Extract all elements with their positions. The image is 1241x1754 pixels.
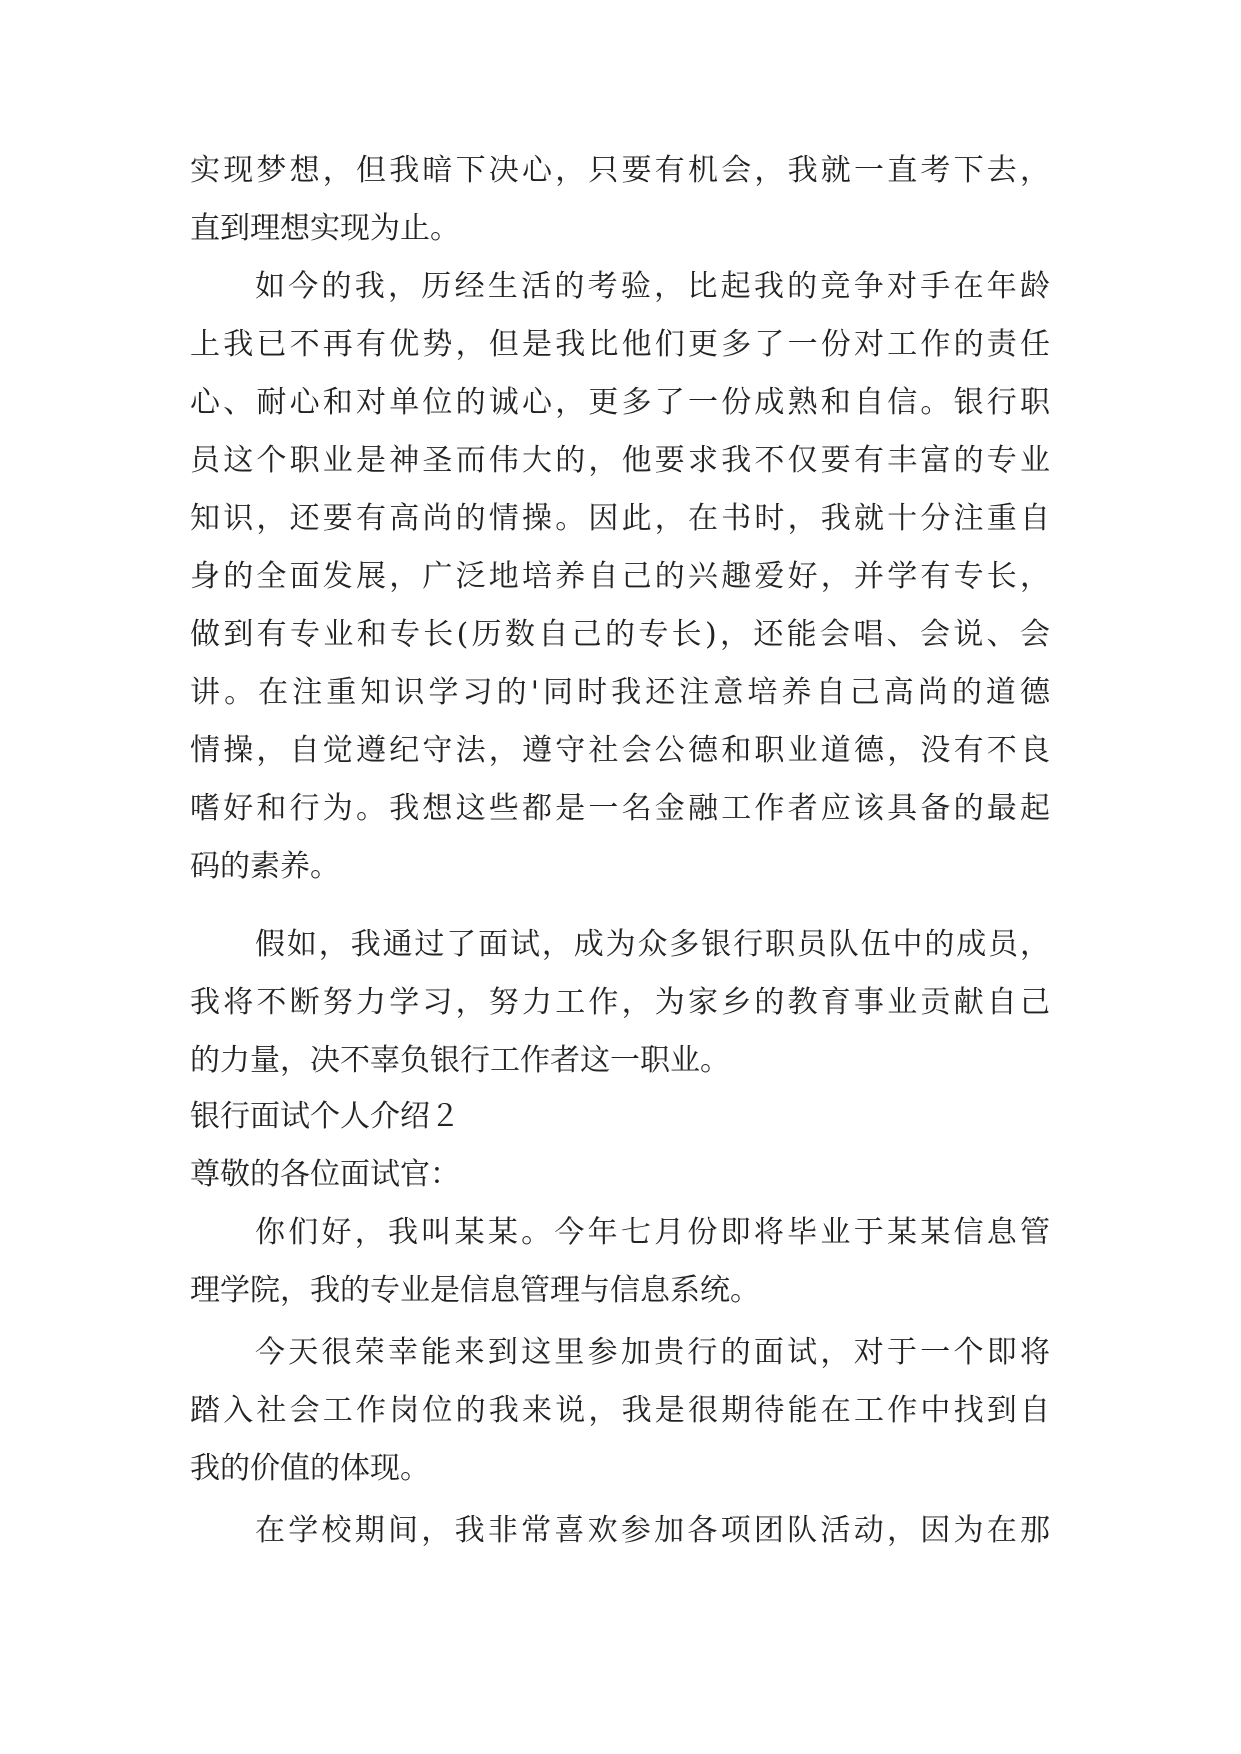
text-line: 理学院，我的专业是信息管理与信息系统。	[190, 1273, 760, 1308]
text-line: 码的素养。	[190, 849, 340, 884]
paragraph-first-line: 如今的我，历经生活的考验，比起我的竞争对手在年龄	[255, 269, 1050, 304]
text-line: 上我已不再有优势，但是我比他们更多了一份对工作的责任	[190, 327, 1050, 362]
text-line: 的力量，决不辜负银行工作者这一职业。	[190, 1043, 730, 1078]
paragraph-first-line: 你们好，我叫某某。今年七月份即将毕业于某某信息管	[255, 1215, 1050, 1250]
text-line: 员这个职业是神圣而伟大的，他要求我不仅要有丰富的专业	[190, 443, 1050, 478]
text-line: 做到有专业和专长(历数自己的专长)，还能会唱、会说、会	[190, 617, 1050, 652]
paragraph-first-line: 假如，我通过了面试，成为众多银行职员队伍中的成员，	[255, 927, 1050, 962]
paragraph-first-line: 在学校期间，我非常喜欢参加各项团队活动，因为在那	[255, 1513, 1050, 1548]
text-line: 实现梦想，但我暗下决心，只要有机会，我就一直考下去，	[190, 153, 1050, 188]
section-heading: 银行面试个人介绍２	[190, 1099, 460, 1134]
text-line: 身的全面发展，广泛地培养自己的兴趣爱好，并学有专长，	[190, 559, 1050, 594]
text-line: 直到理想实现为止。	[190, 211, 460, 246]
text-line: 我的价值的体现。	[190, 1451, 430, 1486]
text-line: 嗜好和行为。我想这些都是一名金融工作者应该具备的最起	[190, 791, 1050, 826]
text-line: 情操，自觉遵纪守法，遵守社会公德和职业道德，没有不良	[190, 733, 1050, 768]
text-line: 心、耐心和对单位的诚心，更多了一份成熟和自信。银行职	[190, 385, 1050, 420]
text-line: 讲。在注重知识学习的'同时我还注意培养自己高尚的道德	[190, 675, 1050, 710]
text-line: 知识，还要有高尚的情操。因此，在书时，我就十分注重自	[190, 501, 1050, 536]
paragraph-first-line: 今天很荣幸能来到这里参加贵行的面试，对于一个即将	[255, 1335, 1050, 1370]
text-line: 我将不断努力学习，努力工作，为家乡的教育事业贡献自己	[190, 985, 1050, 1020]
salutation: 尊敬的各位面试官：	[190, 1157, 460, 1192]
text-line: 踏入社会工作岗位的我来说，我是很期待能在工作中找到自	[190, 1393, 1050, 1428]
